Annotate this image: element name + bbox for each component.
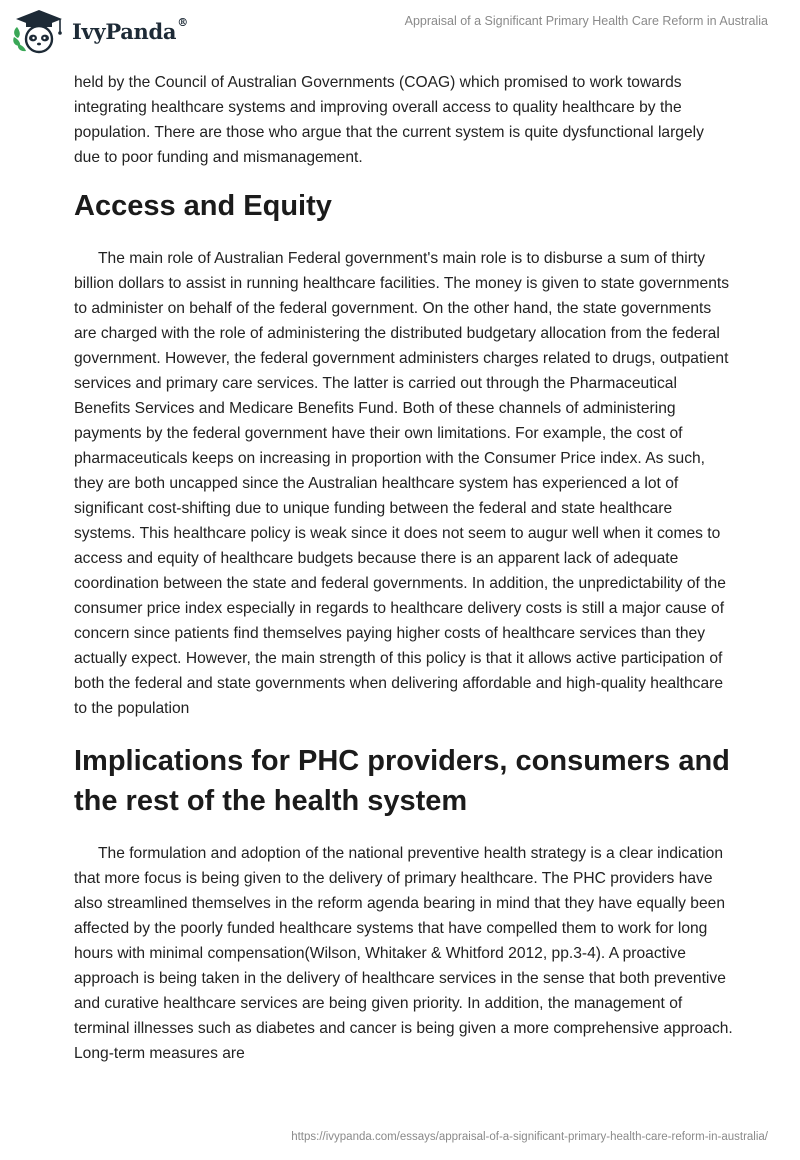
panda-logo-icon	[12, 8, 66, 54]
essay-content	[74, 70, 734, 1066]
source-url-link[interactable]: https://ivypanda.com/essays/appraisal-of-a-significant-primary-health-care-reform-in-australia/	[291, 1131, 768, 1143]
registered-mark: ®	[177, 15, 188, 29]
page-header	[0, 0, 800, 70]
heading-implications: Implications for PHC providers, consumers and the rest of the health system	[74, 745, 730, 817]
implications-paragraph: The formulation and adoption of the national preventive health strategy is a clear indication that more focus is being given to the delivery of primary healthcare. The PHC providers have also streamlined themselves in the reform agenda bearing in mind that they have equally been affected by the poorly funded healthcare systems that have compelled them to work for long hours with minimal compensation(Wilson, Whitaker & Whitford 2012, pp.3-4). A proactive approach is being taken in the delivery of healthcare services in the sense that both preventive and curative healthcare services are being given priority. In addition, the management of terminal illnesses such as diabetes and cancer is being given a more comprehensive approach. Long-term measures are	[74, 845, 733, 1062]
access-equity-paragraph: The main role of Australian Federal government's main role is to disburse a sum of thirty billion dollars to assist in running healthcare facilities. The money is given to state governments to administer on behalf of the federal government. On the other hand, the state governments are charged with the role of administering the distributed budgetary allocation from the federal government. However, the federal government administers charges related to drugs, outpatient services and primary care services. The latter is carried out through the Pharmaceutical Benefits Services and Medicare Benefits Fund. Both of these channels of administering payments by the federal government have their own limitations. For example, the cost of pharmaceuticals keeps on increasing in proportion with the Consumer Price index. As such, they are both uncapped since the Australian healthcare system has experienced a lot of significant cost-shifting due to unique funding between the federal and state healthcare systems. This healthcare policy is weak since it does not seem to augur well when it comes to access and equity of healthcare budgets because there is an apparent lack of adequate coordination between the state and federal governments. In addition, the unpredictability of the consumer price index especially in regards to healthcare delivery costs is still a major cause of concern since patients find themselves paying higher costs of healthcare services than they actually expect. However, the main strength of this policy is that it allows active participation of both the federal and state governments when delivering affordable and high-quality healthcare to the population	[74, 250, 729, 717]
heading-access-and-equity: Access and Equity	[74, 190, 332, 222]
ivypanda-logo-link[interactable]	[12, 8, 188, 54]
intro-paragraph: held by the Council of Australian Governments (COAG) which promised to work towards integrating healthcare systems and improving overall access to quality healthcare by the population. There are those who argue that the current system is quite dysfunctional largely due to poor funding and mismanagement.	[74, 74, 704, 166]
document-title: Appraisal of a Significant Primary Health Care Reform in Australia	[404, 14, 768, 28]
brand-name: IvyPanda®	[72, 15, 188, 44]
